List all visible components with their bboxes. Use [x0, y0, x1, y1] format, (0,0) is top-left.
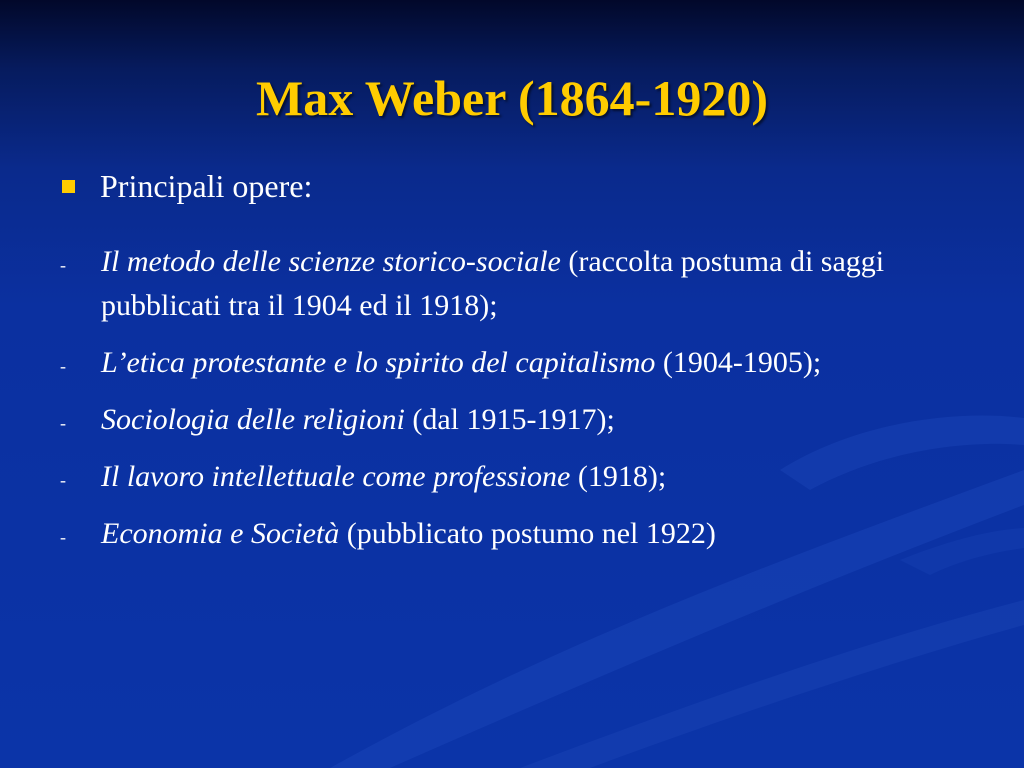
work-title: Economia e Società: [101, 517, 340, 550]
dash-marker: -: [60, 413, 66, 433]
work-title: Il metodo delle scienze storico-sociale: [101, 245, 561, 278]
work-title: Sociologia delle religioni: [101, 403, 405, 436]
work-note: (1918);: [570, 460, 667, 493]
list-item: [60, 398, 920, 442]
bullet-label: Principali opere:: [100, 168, 313, 204]
work-title: Il lavoro intellettuale come professione: [101, 460, 571, 493]
dash-marker: -: [60, 356, 66, 376]
work-note: (pubblicato postumo nel 1922): [339, 517, 716, 550]
list-item: [60, 512, 920, 556]
list-item: [60, 341, 920, 385]
work-note: (dal 1915-1917);: [404, 403, 615, 436]
list-item: [60, 240, 920, 328]
dash-marker: -: [60, 255, 66, 275]
list-item: [60, 455, 920, 499]
works-list: [60, 240, 920, 569]
dash-marker: -: [60, 527, 66, 547]
work-note: (raccolta postuma di saggi pubblicati tra il 1904 ed il 1918);: [101, 245, 885, 322]
work-note: (1904-1905);: [655, 346, 822, 379]
square-bullet-icon: [62, 180, 75, 193]
slide-title: Max Weber (1864-1920): [256, 70, 768, 126]
dash-marker: -: [60, 470, 66, 490]
work-title: L’etica protestante e lo spirito del capitalismo: [101, 346, 656, 379]
